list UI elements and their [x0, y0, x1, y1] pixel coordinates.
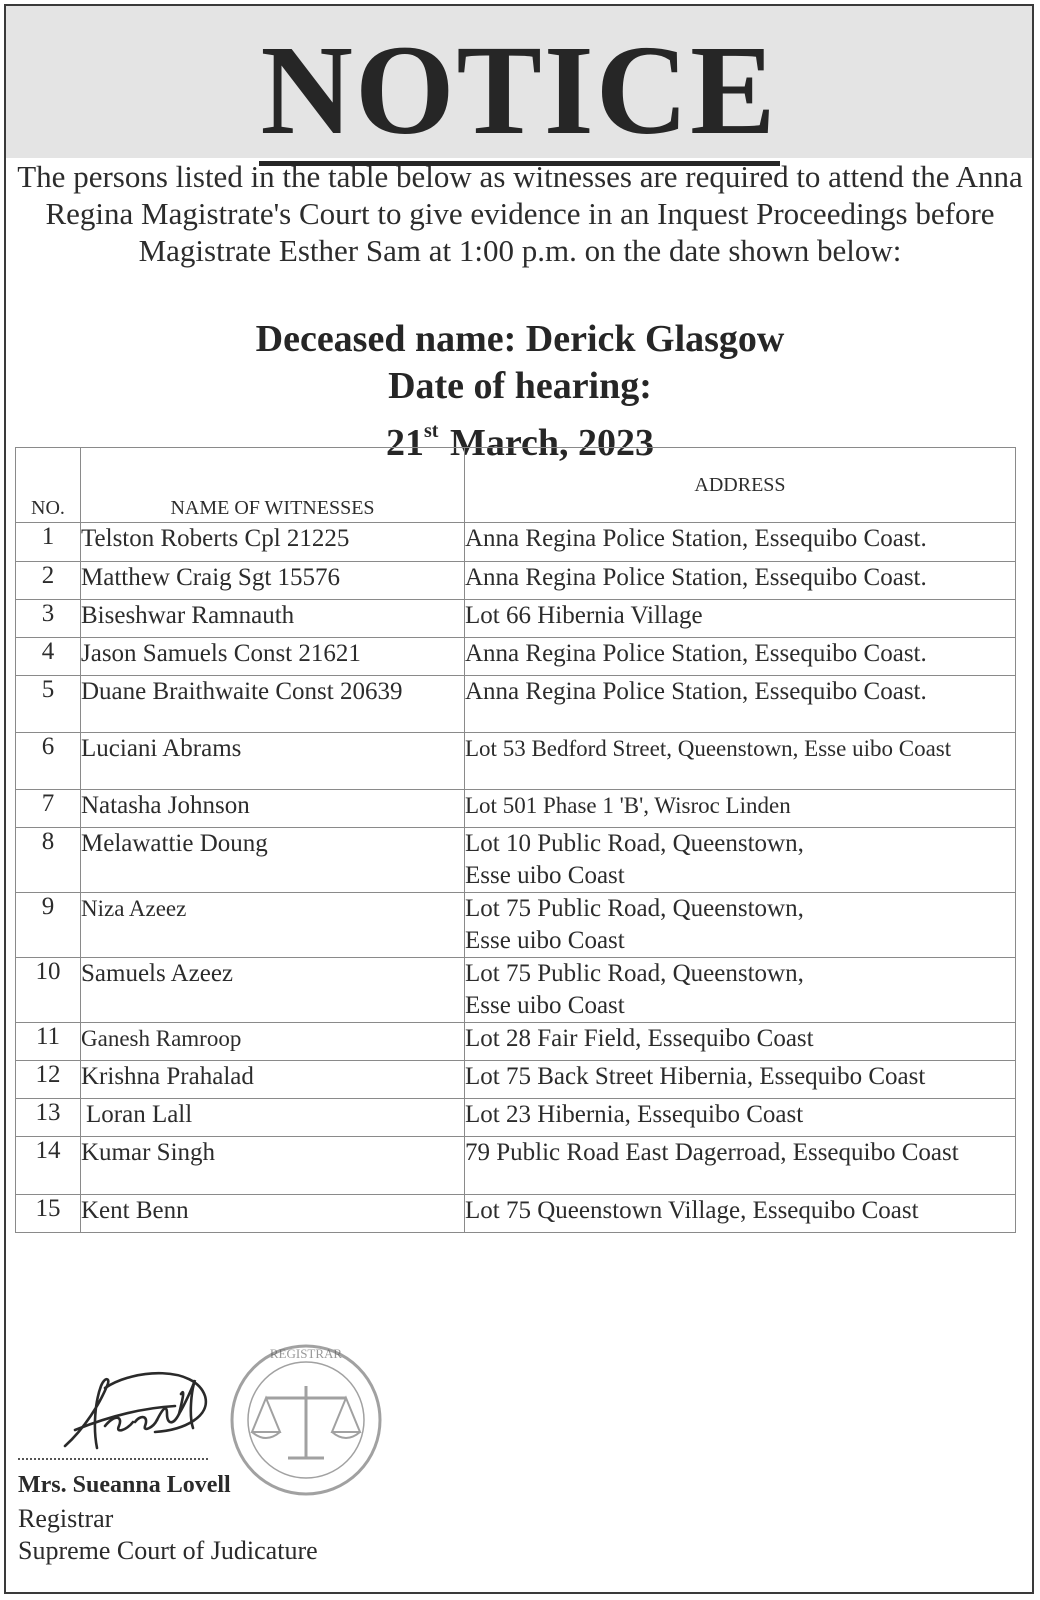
witness-name: Natasha Johnson	[81, 790, 465, 828]
witness-name: Duane Braithwaite Const 20639	[81, 676, 465, 733]
hearing-day: 21	[386, 422, 424, 464]
row-number: 10	[16, 958, 81, 1023]
hearing-day-suffix: st	[424, 420, 439, 442]
witness-address	[465, 828, 1016, 893]
table-row	[16, 600, 1016, 638]
witness-name: Melawattie Doung	[81, 828, 465, 893]
witness-name: Telston Roberts Cpl 21225	[81, 523, 465, 562]
scales-of-justice-seal-icon	[226, 1340, 386, 1500]
table-row	[16, 1195, 1016, 1233]
witness-name: Biseshwar Ramnauth	[81, 600, 465, 638]
witness-name: Ganesh Ramroop	[81, 1023, 465, 1061]
witness-name: Jason Samuels Const 21621	[81, 638, 465, 676]
table-row	[16, 676, 1016, 733]
table-row	[16, 893, 1016, 958]
row-number: 14	[16, 1137, 81, 1195]
witness-address: Anna Regina Police Station, Essequibo Coast.	[465, 523, 1016, 562]
signature-line	[18, 1458, 208, 1460]
witness-address	[465, 893, 1016, 958]
table-row	[16, 1099, 1016, 1137]
row-number: 8	[16, 828, 81, 893]
witness-address: Lot 28 Fair Field, Essequibo Coast	[465, 1023, 1016, 1061]
witness-name: Loran Lall	[81, 1099, 465, 1137]
table-row	[16, 1137, 1016, 1195]
signatory-name: Mrs. Sueanna Lovell	[18, 1472, 231, 1498]
witness-address: 79 Public Road East Dagerroad, Essequibo Coast	[465, 1137, 1016, 1195]
witness-address: Lot 501 Phase 1 'B', Wisroc Linden	[465, 790, 1016, 828]
witness-table	[15, 447, 1016, 1233]
witness-address: Anna Regina Police Station, Essequibo Coast.	[465, 676, 1016, 733]
row-number: 12	[16, 1061, 81, 1099]
table-row	[16, 828, 1016, 893]
row-number: 9	[16, 893, 81, 958]
intro-paragraph: The persons listed in the table below as witnesses are required to attend the Anna Regina Magistrate's Court to give evidence in an Inquest Proceedings before Magistrate Esther Sam at 1:00 p.m. on the date shown below:	[17, 159, 1023, 268]
column-header-name: NAME OF WITNESSES	[81, 448, 465, 523]
row-number: 5	[16, 676, 81, 733]
row-number: 4	[16, 638, 81, 676]
table-row	[16, 562, 1016, 600]
address-line-2: Esse uibo Coast	[465, 927, 625, 954]
table-row	[16, 638, 1016, 676]
witness-address: Anna Regina Police Station, Essequibo Coast.	[465, 638, 1016, 676]
table-row	[16, 790, 1016, 828]
table-row	[16, 523, 1016, 562]
column-header-no: NO.	[16, 448, 81, 523]
handwritten-signature-icon	[45, 1368, 245, 1458]
table-row	[16, 1061, 1016, 1099]
row-number: 3	[16, 600, 81, 638]
row-number: 15	[16, 1195, 81, 1233]
hearing-month-year: March, 2023	[449, 422, 654, 464]
row-number: 11	[16, 1023, 81, 1061]
deceased-name: Deceased name: Derick Glasgow	[255, 318, 785, 360]
row-number: 6	[16, 733, 81, 790]
witness-address: Anna Regina Police Station, Essequibo Coast.	[465, 562, 1016, 600]
seal-text: REGISTRAR	[269, 1346, 343, 1361]
witness-name: Krishna Prahalad	[81, 1061, 465, 1099]
table-row	[16, 1023, 1016, 1061]
table-row	[16, 733, 1016, 790]
witness-name: Matthew Craig Sgt 15576	[81, 562, 465, 600]
witness-address: Lot 23 Hibernia, Essequibo Coast	[465, 1099, 1016, 1137]
column-header-address: ADDRESS	[465, 448, 1016, 523]
witness-address: Lot 53 Bedford Street, Queenstown, Esse uibo Coast	[465, 733, 1016, 790]
witness-address: Lot 75 Back Street Hibernia, Essequibo Coast	[465, 1061, 1016, 1099]
row-number: 2	[16, 562, 81, 600]
address-line-2: Esse uibo Coast	[465, 862, 625, 889]
address-line-1: Lot 75 Public Road, Queenstown,	[465, 960, 804, 987]
notice-title: NOTICE	[6, 26, 1032, 154]
witness-address	[465, 958, 1016, 1023]
witness-address: Lot 75 Queenstown Village, Essequibo Coast	[465, 1195, 1016, 1233]
address-line-1: Lot 10 Public Road, Queenstown,	[465, 830, 804, 857]
witness-address: Lot 66 Hibernia Village	[465, 600, 1016, 638]
address-line-2: Esse uibo Coast	[465, 992, 625, 1019]
signatory-role: Registrar	[18, 1504, 114, 1533]
row-number: 1	[16, 523, 81, 562]
witness-name: Kumar Singh	[81, 1137, 465, 1195]
row-number: 13	[16, 1099, 81, 1137]
witness-name: Niza Azeez	[81, 893, 465, 958]
signatory-organization: Supreme Court of Judicature	[18, 1536, 318, 1565]
hearing-label: Date of hearing:	[388, 365, 652, 407]
address-line-1: Lot 75 Public Road, Queenstown,	[465, 895, 804, 922]
witness-name: Kent Benn	[81, 1195, 465, 1233]
table-row	[16, 958, 1016, 1023]
row-number: 7	[16, 790, 81, 828]
witness-name: Luciani Abrams	[81, 733, 465, 790]
witness-name: Samuels Azeez	[81, 958, 465, 1023]
